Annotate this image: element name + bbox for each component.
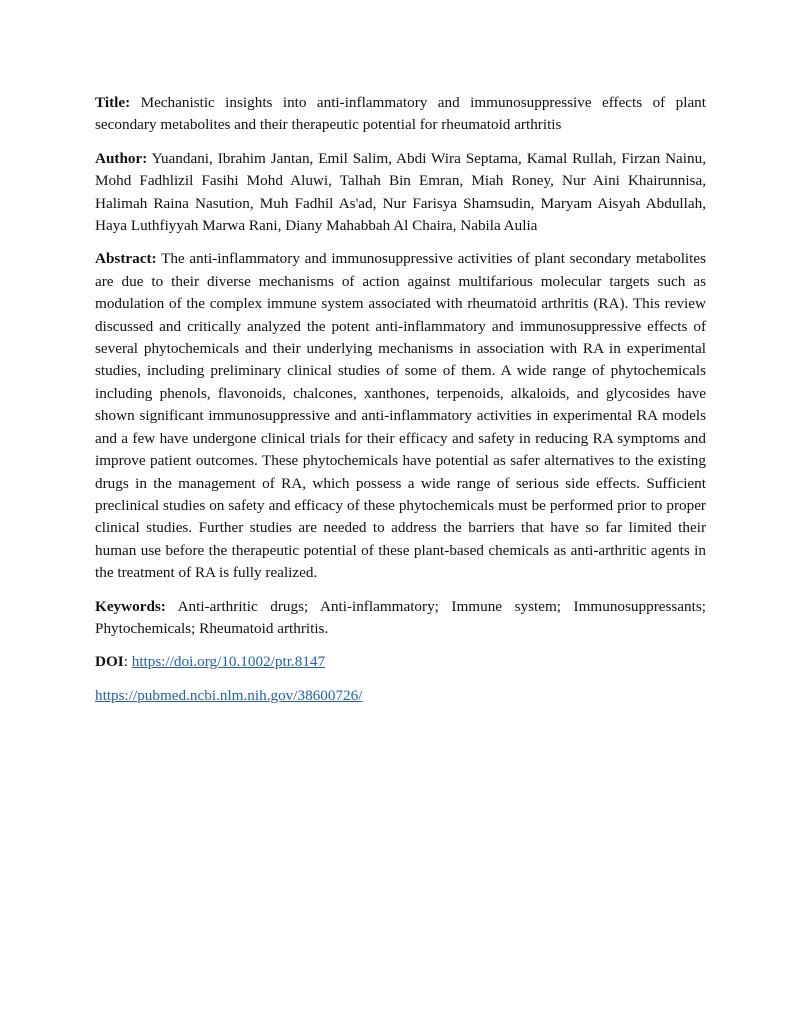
keywords-label: Keywords: bbox=[95, 597, 166, 615]
pubmed-paragraph bbox=[95, 685, 706, 707]
document-page bbox=[95, 92, 706, 718]
author-paragraph bbox=[95, 148, 706, 238]
title-text: Mechanistic insights into anti-inflammatory and immunosuppressive effects of plant secondary metabolites and their therapeutic potential for rheumatoid arthritis bbox=[95, 94, 706, 134]
title-paragraph bbox=[95, 92, 706, 137]
abstract-label: Abstract: bbox=[95, 250, 157, 268]
doi-separator: : bbox=[123, 653, 128, 671]
keywords-paragraph bbox=[95, 596, 706, 641]
doi-link[interactable]: https://doi.org/10.1002/ptr.8147 bbox=[131, 653, 326, 671]
doi-label: DOI bbox=[95, 653, 124, 671]
pubmed-link[interactable]: https://pubmed.ncbi.nlm.nih.gov/38600726/ bbox=[95, 686, 363, 704]
author-text: Yuandani, Ibrahim Jantan, Emil Salim, Abdi Wira Septama, Kamal Rullah, Firzan Nainu, Mohd Fadhlizil Fasihi Mohd Aluwi, Talhah Bin Emran, Miah Roney, Nur Aini Khairunnisa, Halimah Raina Nasution, Muh Fadhil As'ad, Nur Farisya Shamsudin, Maryam Aisyah Abdullah, Haya Luthfiyyah Marwa Rani, Diany Mahabbah Al Chaira, Nabila Aulia bbox=[95, 149, 706, 235]
abstract-paragraph bbox=[95, 248, 706, 584]
abstract-text: The anti-inflammatory and immunosuppressive activities of plant secondary metabolites are due to their diverse mechanisms of action against multifarious molecular targets such as modulation of the complex immune system associated with rheumatoid arthritis (RA). This review discussed and critically analyzed the potent anti-inflammatory and immunosuppressive effects of several phytochemicals and their underlying mechanisms in association with RA in experimental studies, including preliminary clinical studies of some of them. A wide range of phytochemicals including phenols, flavonoids, chalcones, xanthones, terpenoids, alkaloids, and glycosides have shown significant immunosuppressive and anti-inflammatory activities in experimental RA models and a few have undergone clinical trials for their efficacy and safety in reducing RA symptoms and improve patient outcomes. These phytochemicals have potential as safer alternatives to the existing drugs in the management of RA, which possess a wide range of serious side effects. Sufficient preclinical studies on safety and efficacy of these phytochemicals must be performed prior to proper clinical studies. Further studies are needed to address the barriers that have so far limited their human use before the therapeutic potential of these plant-based chemicals as anti-arthritic agents in the treatment of RA is fully realized. bbox=[95, 250, 706, 582]
doi-paragraph bbox=[95, 651, 706, 673]
title-label: Title: bbox=[95, 94, 131, 111]
keywords-text: Anti-arthritic drugs; Anti-inflammatory; Immune system; Immunosuppressants; Phytochemicals; Rheumatoid arthritis. bbox=[95, 597, 706, 637]
author-label: Author: bbox=[95, 149, 148, 167]
